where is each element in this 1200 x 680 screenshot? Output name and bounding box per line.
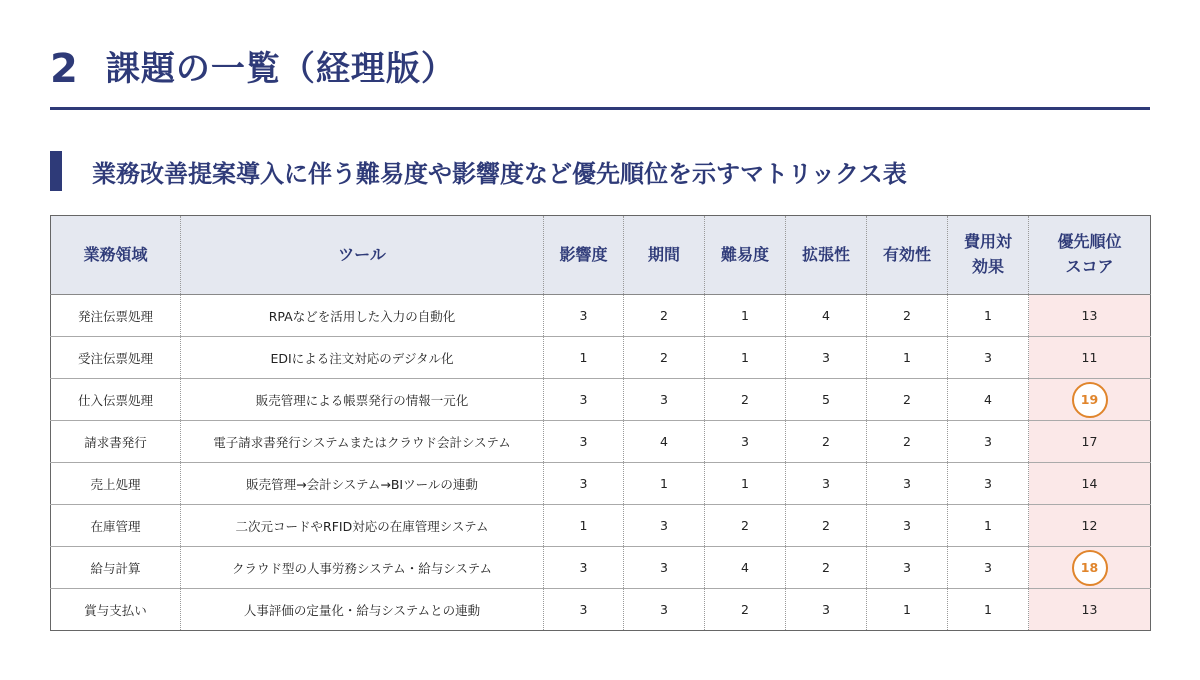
column-header: ツール <box>181 216 544 295</box>
cell-tool: EDIによる注文対応のデジタル化 <box>181 337 544 379</box>
cell-difficulty: 1 <box>705 295 786 337</box>
cell-scalability: 2 <box>786 547 867 589</box>
cell-cost: 3 <box>948 337 1029 379</box>
table-header-row <box>51 216 1151 295</box>
table-row <box>51 505 1151 547</box>
cell-period: 3 <box>624 505 705 547</box>
cell-difficulty: 2 <box>705 589 786 631</box>
cell-effectiveness: 2 <box>867 421 948 463</box>
cell-cost: 4 <box>948 379 1029 421</box>
cell-cost: 1 <box>948 589 1029 631</box>
cell-effectiveness: 3 <box>867 505 948 547</box>
cell-area: 受注伝票処理 <box>51 337 181 379</box>
cell-effectiveness: 2 <box>867 295 948 337</box>
cell-difficulty: 2 <box>705 379 786 421</box>
cell-difficulty: 3 <box>705 421 786 463</box>
cell-cost: 3 <box>948 463 1029 505</box>
table-row <box>51 589 1151 631</box>
cell-area: 請求書発行 <box>51 421 181 463</box>
cell-impact: 3 <box>544 295 624 337</box>
cell-score <box>1029 337 1151 379</box>
subheading <box>50 150 1150 192</box>
table-row <box>51 337 1151 379</box>
page-title: 課題の一覧（経理版） <box>105 48 456 89</box>
cell-tool: クラウド型の人事労務システム・給与システム <box>181 547 544 589</box>
cell-period: 3 <box>624 547 705 589</box>
cell-impact: 3 <box>544 589 624 631</box>
cell-tool: 電子請求書発行システムまたはクラウド会計システム <box>181 421 544 463</box>
table-row <box>51 379 1151 421</box>
cell-scalability: 2 <box>786 421 867 463</box>
cell-cost: 1 <box>948 505 1029 547</box>
cell-tool: 二次元コードやRFID対応の在庫管理システム <box>181 505 544 547</box>
cell-impact: 3 <box>544 421 624 463</box>
column-header: 拡張性 <box>786 216 867 295</box>
cell-area: 賞与支払い <box>84 602 147 618</box>
subheading-bar <box>50 151 62 191</box>
cell-scalability: 4 <box>786 295 867 337</box>
highlighted-score: 19 <box>1072 382 1108 418</box>
cell-impact: 3 <box>544 547 624 589</box>
cell-score <box>1029 379 1151 421</box>
score-value: 14 <box>1081 476 1098 491</box>
cell-score <box>1029 505 1151 547</box>
subheading-text: 業務改善提案導入に伴う難易度や影響度など優先順位を示すマトリックス表 <box>92 159 907 188</box>
column-header: 難易度 <box>705 216 786 295</box>
cell-score <box>1029 421 1151 463</box>
cell-area: 発注伝票処理 <box>51 295 181 337</box>
table-row <box>51 295 1151 337</box>
cell-impact: 3 <box>544 463 624 505</box>
slide-header <box>50 30 1150 110</box>
cell-impact: 3 <box>544 379 624 421</box>
section-number: 2 <box>50 45 78 92</box>
column-header: 期間 <box>624 216 705 295</box>
column-header: 業務領域 <box>51 216 181 295</box>
score-value: 17 <box>1081 434 1098 449</box>
cell-impact: 1 <box>544 337 624 379</box>
cell-tool: 人事評価の定量化・給与システムとの連動 <box>181 589 544 631</box>
cell-score <box>1029 295 1151 337</box>
cell-period: 2 <box>624 295 705 337</box>
cell-scalability: 5 <box>786 379 867 421</box>
cell-difficulty: 2 <box>705 505 786 547</box>
cell-period: 3 <box>624 379 705 421</box>
cell-difficulty: 1 <box>705 463 786 505</box>
cell-effectiveness: 2 <box>867 379 948 421</box>
cell-period: 3 <box>624 589 705 631</box>
score-value: 13 <box>1081 602 1098 617</box>
cell-period: 1 <box>624 463 705 505</box>
cell-scalability: 3 <box>786 463 867 505</box>
cell-difficulty: 1 <box>705 337 786 379</box>
cell-tool: 販売管理による帳票発行の情報一元化 <box>181 379 544 421</box>
cell-cost: 1 <box>948 295 1029 337</box>
cell-effectiveness: 3 <box>867 547 948 589</box>
score-value: 13 <box>1081 308 1098 323</box>
cell-tool: 販売管理→会計システム→BIツールの連動 <box>181 463 544 505</box>
cell-period: 4 <box>624 421 705 463</box>
cell-impact: 1 <box>544 505 624 547</box>
cell-effectiveness: 1 <box>867 589 948 631</box>
cell-area: 在庫管理 <box>51 505 181 547</box>
priority-matrix-table <box>50 215 1151 631</box>
column-header: 有効性 <box>867 216 948 295</box>
cell-area: 売上処理 <box>51 463 181 505</box>
cell-scalability: 3 <box>786 589 867 631</box>
column-header: 影響度 <box>544 216 624 295</box>
score-value: 11 <box>1081 350 1098 365</box>
cell-difficulty: 4 <box>705 547 786 589</box>
cell-score <box>1029 589 1151 631</box>
cell-score <box>1029 463 1151 505</box>
cell-cost: 3 <box>948 421 1029 463</box>
cell-scalability: 2 <box>786 505 867 547</box>
table-row <box>51 463 1151 505</box>
cell-period: 2 <box>624 337 705 379</box>
cell-tool: RPAなどを活用した入力の自動化 <box>181 295 544 337</box>
cell-effectiveness: 1 <box>867 337 948 379</box>
table-row <box>51 547 1151 589</box>
cell-cost: 3 <box>948 547 1029 589</box>
cell-area: 仕入伝票処理 <box>51 379 181 421</box>
highlighted-score: 18 <box>1072 550 1108 586</box>
table-row <box>51 421 1151 463</box>
column-header: 費用対 効果 <box>948 216 1029 295</box>
cell-area: 給与計算 <box>51 547 181 589</box>
cell-effectiveness: 3 <box>867 463 948 505</box>
column-header: 優先順位 スコア <box>1029 216 1151 295</box>
cell-score <box>1029 547 1151 589</box>
cell-scalability: 3 <box>786 337 867 379</box>
score-value: 12 <box>1081 518 1098 533</box>
